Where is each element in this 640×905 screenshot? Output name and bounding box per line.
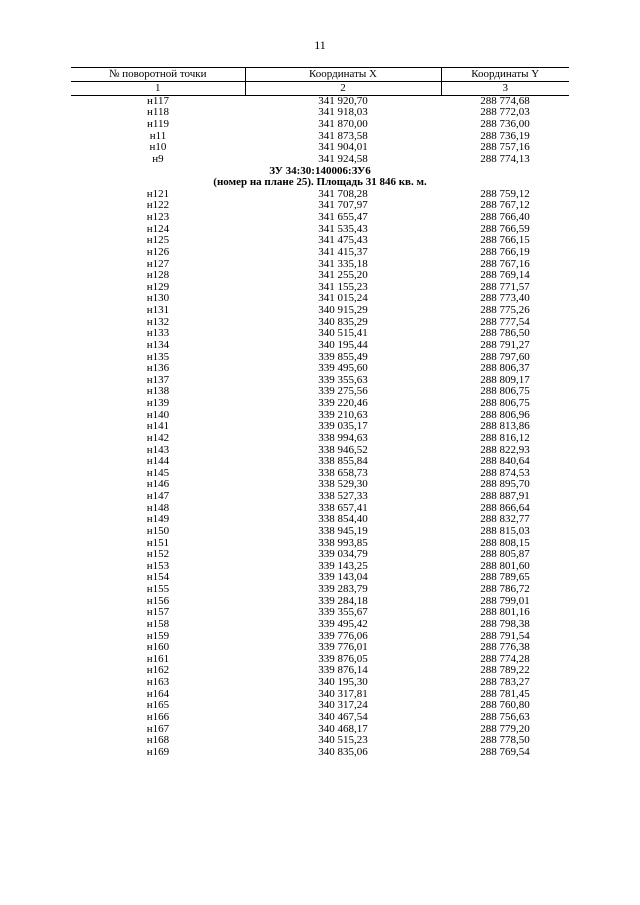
coordinate-y-cell: 288 774,13 <box>480 153 530 165</box>
coordinate-x-cell: 338 854,40 <box>318 514 368 526</box>
coordinate-x-cell: 340 515,41 <box>318 328 368 340</box>
coordinate-y-cell: 288 789,22 <box>480 665 530 677</box>
point-number-cell: н167 <box>146 723 170 735</box>
coordinate-x-cell: 340 467,54 <box>318 711 368 723</box>
section-subtitle: (номер на плане 25). Площадь 31 846 кв. м. <box>213 176 427 189</box>
point-number-cell: н137 <box>146 374 170 386</box>
point-number-cell: н147 <box>146 490 170 503</box>
table-row <box>71 491 569 503</box>
table-row <box>71 107 569 119</box>
coordinate-x-cell: 340 468,17 <box>318 723 368 735</box>
coordinate-x-cell: 339 035,17 <box>318 421 368 433</box>
coordinate-x-cell: 341 707,97 <box>318 200 368 212</box>
section-subtitle-row <box>71 177 569 189</box>
table-row <box>71 351 569 363</box>
table-row <box>71 235 569 247</box>
table-row <box>71 189 569 201</box>
coordinate-y-cell: 288 772,03 <box>480 107 530 119</box>
coordinate-x-cell: 341 918,03 <box>318 107 368 119</box>
coordinate-y-cell: 288 801,16 <box>480 607 530 619</box>
coordinate-x-cell: 341 155,23 <box>318 281 368 293</box>
coordinate-x-cell: 338 657,41 <box>318 502 368 514</box>
coordinate-y-cell: 288 806,75 <box>480 386 530 398</box>
column-number: 2 <box>245 82 441 96</box>
point-number-cell: н148 <box>146 502 170 514</box>
coordinate-y-cell: 288 808,15 <box>480 537 530 549</box>
table-row <box>71 409 569 421</box>
table-row <box>71 328 569 340</box>
coordinate-y-cell: 288 781,45 <box>480 688 530 700</box>
point-number-cell: н144 <box>146 455 170 468</box>
coordinate-x-cell: 339 876,05 <box>318 653 368 665</box>
coordinate-x-cell: 341 924,58 <box>318 153 368 165</box>
table-row <box>71 700 569 712</box>
page-number: 11 <box>314 38 326 52</box>
point-number-cell: н166 <box>146 711 170 723</box>
table-row <box>71 130 569 142</box>
coordinate-y-cell: 288 774,28 <box>480 653 530 665</box>
point-number-cell: н165 <box>146 700 170 712</box>
table-row <box>71 293 569 305</box>
point-number-cell: н119 <box>147 118 169 131</box>
table-row <box>71 398 569 410</box>
coordinate-y-cell: 288 791,54 <box>480 630 530 642</box>
point-number-cell: н161 <box>146 653 170 665</box>
point-number-cell: н136 <box>146 362 170 375</box>
coordinate-y-cell: 288 840,64 <box>480 455 530 468</box>
coordinate-y-cell: 288 760,80 <box>480 700 530 712</box>
coordinate-x-cell: 339 284,18 <box>318 595 368 607</box>
point-number-cell: н159 <box>146 630 170 642</box>
coordinate-x-cell: 341 475,43 <box>318 235 368 247</box>
coordinate-y-cell: 288 895,70 <box>480 479 530 491</box>
section-heading <box>71 165 569 188</box>
coordinate-y-cell: 288 771,57 <box>480 281 530 293</box>
table-row <box>71 375 569 387</box>
coordinate-x-cell: 340 195,44 <box>318 339 368 351</box>
coordinate-x-cell: 341 415,37 <box>318 246 368 258</box>
coordinate-y-cell: 288 778,50 <box>480 734 530 747</box>
table-row <box>71 642 569 654</box>
table-row <box>71 619 569 631</box>
point-number-cell: н154 <box>146 572 170 584</box>
column-number: 1 <box>71 82 245 96</box>
table-row <box>71 595 569 607</box>
table-row <box>71 96 569 108</box>
section-title-row <box>71 165 569 177</box>
coordinate-x-cell: 341 015,24 <box>318 293 368 305</box>
table-row <box>71 305 569 317</box>
point-number-cell: н11 <box>149 130 167 142</box>
coordinate-y-cell: 288 766,40 <box>480 211 530 224</box>
table-row <box>71 654 569 666</box>
coordinate-y-cell: 288 766,15 <box>480 235 530 247</box>
point-number-cell: н134 <box>146 339 170 351</box>
section-title: ЗУ 34:30:140006:ЗУ6 <box>269 165 371 177</box>
table-row <box>71 584 569 596</box>
table-body-after <box>71 189 569 759</box>
point-number-cell: н126 <box>146 246 170 258</box>
coordinate-y-cell: 288 806,75 <box>480 397 530 410</box>
table-row <box>71 747 569 759</box>
coordinate-x-cell: 341 870,00 <box>318 118 368 131</box>
coordinate-y-cell: 288 816,12 <box>480 432 530 444</box>
coordinate-y-cell: 288 789,65 <box>480 572 530 584</box>
coordinate-y-cell: 288 736,19 <box>480 130 530 142</box>
coordinate-y-cell: 288 806,37 <box>480 362 530 375</box>
point-number-cell: н124 <box>146 223 170 235</box>
table-row <box>71 688 569 700</box>
point-number-cell: н9 <box>152 153 164 165</box>
point-number-cell: н162 <box>146 665 170 677</box>
coordinate-x-cell: 339 355,63 <box>318 374 368 386</box>
coordinate-y-cell: 288 769,54 <box>480 746 530 758</box>
point-number-cell: н129 <box>146 281 170 293</box>
point-number-cell: н140 <box>146 409 170 421</box>
table-row <box>71 549 569 561</box>
column-number-row <box>71 82 569 96</box>
coordinate-x-cell: 339 034,79 <box>318 548 368 561</box>
point-number-cell: н143 <box>146 444 170 456</box>
table-row <box>71 514 569 526</box>
coordinate-x-cell: 339 143,25 <box>318 560 368 572</box>
point-number-cell: н157 <box>146 607 170 619</box>
header-row <box>71 68 569 82</box>
coordinate-x-cell: 338 993,85 <box>318 537 368 549</box>
point-number-cell: н127 <box>146 258 170 270</box>
coordinate-x-cell: 340 835,06 <box>318 746 368 758</box>
coordinate-x-cell: 341 920,70 <box>318 95 368 108</box>
coordinate-x-cell: 339 776,01 <box>318 641 368 654</box>
table-row <box>71 282 569 294</box>
point-number-cell: н153 <box>146 560 170 572</box>
coordinate-y-cell: 288 774,68 <box>480 95 530 108</box>
point-number-cell: н121 <box>146 188 170 200</box>
table-row <box>71 142 569 154</box>
coordinate-x-cell: 338 527,33 <box>318 490 368 503</box>
table-row <box>71 200 569 212</box>
table-row <box>71 456 569 468</box>
coordinate-y-cell: 288 866,64 <box>480 502 530 514</box>
point-number-cell: н152 <box>146 548 170 561</box>
coordinate-x-cell: 339 355,67 <box>318 607 368 619</box>
coordinate-y-cell: 288 791,27 <box>480 339 530 351</box>
coordinate-y-cell: 288 813,86 <box>480 421 530 433</box>
coordinate-x-cell: 339 275,56 <box>318 386 368 398</box>
table-body-before <box>71 96 569 166</box>
coordinate-y-cell: 288 736,00 <box>480 118 530 131</box>
header-coordinate-x: Координаты X <box>245 68 441 82</box>
coordinate-x-cell: 339 495,60 <box>318 362 368 375</box>
table-row <box>71 630 569 642</box>
point-number-cell: н10 <box>149 142 167 154</box>
coordinate-x-cell: 340 317,81 <box>318 688 368 700</box>
coordinate-y-cell: 288 874,53 <box>480 467 530 479</box>
point-number-cell: н117 <box>147 95 169 108</box>
point-number-cell: н155 <box>146 583 170 596</box>
table-row <box>71 223 569 235</box>
table-row <box>71 247 569 259</box>
coordinate-x-cell: 339 143,04 <box>318 572 368 584</box>
coordinate-x-cell: 341 655,47 <box>318 211 368 224</box>
coordinate-y-cell: 288 756,63 <box>480 711 530 723</box>
point-number-cell: н138 <box>146 386 170 398</box>
coordinate-x-cell: 339 283,79 <box>318 583 368 596</box>
coordinate-y-cell: 288 832,77 <box>480 514 530 526</box>
table-row <box>71 468 569 480</box>
coordinate-y-cell: 288 777,54 <box>480 316 530 328</box>
coordinate-y-cell: 288 783,27 <box>480 676 530 689</box>
table-row <box>71 433 569 445</box>
coordinate-y-cell: 288 822,93 <box>480 444 530 456</box>
coordinate-y-cell: 288 769,14 <box>480 269 530 282</box>
table-row <box>71 537 569 549</box>
table-row <box>71 258 569 270</box>
table-row <box>71 154 569 166</box>
point-number-cell: н146 <box>146 479 170 491</box>
coordinate-x-cell: 338 994,63 <box>318 432 368 444</box>
coordinate-y-cell: 288 809,17 <box>480 374 530 386</box>
table-row <box>71 479 569 491</box>
coordinate-x-cell: 339 210,63 <box>318 409 368 421</box>
table-row <box>71 677 569 689</box>
point-number-cell: н141 <box>146 421 170 433</box>
point-number-cell: н169 <box>146 746 170 758</box>
table-row <box>71 607 569 619</box>
table-row <box>71 526 569 538</box>
header-point-number: № поворотной точки <box>71 68 245 82</box>
coordinate-y-cell: 288 815,03 <box>480 525 530 537</box>
coordinate-y-cell: 288 775,26 <box>480 304 530 317</box>
coordinate-x-cell: 339 876,14 <box>318 665 368 677</box>
coordinate-x-cell: 341 873,58 <box>318 130 368 142</box>
coordinate-x-cell: 341 535,43 <box>318 223 368 235</box>
coordinate-x-cell: 339 776,06 <box>318 630 368 642</box>
point-number-cell: н163 <box>146 676 170 689</box>
point-number-cell: н135 <box>146 351 170 363</box>
coordinate-x-cell: 338 658,73 <box>318 467 368 479</box>
coordinate-x-cell: 339 220,46 <box>318 397 368 410</box>
table-row <box>71 502 569 514</box>
coordinate-y-cell: 288 766,59 <box>480 223 530 235</box>
point-number-cell: н151 <box>146 537 170 549</box>
coordinate-x-cell: 341 335,18 <box>318 258 368 270</box>
coordinate-x-cell: 338 529,30 <box>318 479 368 491</box>
coordinate-x-cell: 341 904,01 <box>318 142 368 154</box>
point-number-cell: н118 <box>147 107 169 119</box>
point-number-cell: н139 <box>146 397 170 410</box>
coordinate-y-cell: 288 779,20 <box>480 723 530 735</box>
coordinate-y-cell: 288 798,38 <box>480 618 530 630</box>
table-row <box>71 316 569 328</box>
coordinate-x-cell: 340 915,29 <box>318 304 368 317</box>
coordinate-y-cell: 288 786,50 <box>480 328 530 340</box>
table-row <box>71 421 569 433</box>
point-number-cell: н156 <box>146 595 170 607</box>
coordinate-x-cell: 340 515,23 <box>318 734 368 747</box>
coordinate-y-cell: 288 757,16 <box>480 142 530 154</box>
coordinates-table <box>71 67 569 758</box>
coordinate-x-cell: 338 945,19 <box>318 525 368 537</box>
column-number: 3 <box>441 82 569 96</box>
coordinate-x-cell: 341 255,20 <box>318 269 368 282</box>
table-row <box>71 444 569 456</box>
point-number-cell: н132 <box>146 316 170 328</box>
coordinate-y-cell: 288 766,19 <box>480 246 530 258</box>
point-number-cell: н149 <box>146 514 170 526</box>
point-number-cell: н131 <box>146 304 170 317</box>
point-number-cell: н168 <box>146 734 170 747</box>
table-row <box>71 723 569 735</box>
coordinate-y-cell: 288 887,91 <box>480 490 530 503</box>
table-row <box>71 665 569 677</box>
point-number-cell: н158 <box>146 618 170 630</box>
coordinate-y-cell: 288 759,12 <box>480 188 530 200</box>
point-number-cell: н122 <box>146 200 170 212</box>
point-number-cell: н128 <box>146 269 170 282</box>
coordinate-y-cell: 288 799,01 <box>480 595 530 607</box>
coordinate-x-cell: 340 317,24 <box>318 700 368 712</box>
point-number-cell: н160 <box>146 641 170 654</box>
coordinate-x-cell: 339 495,42 <box>318 618 368 630</box>
coordinate-x-cell: 338 855,84 <box>318 455 368 468</box>
table-row <box>71 212 569 224</box>
coordinate-x-cell: 340 195,30 <box>318 676 368 689</box>
table-row <box>71 340 569 352</box>
table-row <box>71 386 569 398</box>
coordinate-y-cell: 288 767,12 <box>480 200 530 212</box>
table-row <box>71 572 569 584</box>
point-number-cell: н145 <box>146 467 170 479</box>
point-number-cell: н125 <box>146 235 170 247</box>
table-row <box>71 363 569 375</box>
coordinate-y-cell: 288 776,38 <box>480 641 530 654</box>
coordinate-x-cell: 340 835,29 <box>318 316 368 328</box>
table-row <box>71 270 569 282</box>
point-number-cell: н150 <box>146 525 170 537</box>
table-row <box>71 712 569 724</box>
coordinate-x-cell: 338 946,52 <box>318 444 368 456</box>
coordinate-x-cell: 339 855,49 <box>318 351 368 363</box>
table-row <box>71 119 569 131</box>
coordinate-y-cell: 288 805,87 <box>480 548 530 561</box>
coordinate-y-cell: 288 767,16 <box>480 258 530 270</box>
table-row <box>71 561 569 573</box>
point-number-cell: н164 <box>146 688 170 700</box>
table-row <box>71 735 569 747</box>
coordinate-y-cell: 288 786,72 <box>480 583 530 596</box>
point-number-cell: н142 <box>146 432 170 444</box>
coordinate-y-cell: 288 797,60 <box>480 351 530 363</box>
table-header <box>71 68 569 96</box>
point-number-cell: н133 <box>146 328 170 340</box>
point-number-cell: н123 <box>146 211 170 224</box>
coordinate-y-cell: 288 801,60 <box>480 560 530 572</box>
coordinate-x-cell: 341 708,28 <box>318 188 368 200</box>
coordinate-y-cell: 288 806,96 <box>480 409 530 421</box>
point-number-cell: н130 <box>146 293 170 305</box>
header-coordinate-y: Координаты Y <box>441 68 569 82</box>
coordinate-y-cell: 288 773,40 <box>480 293 530 305</box>
